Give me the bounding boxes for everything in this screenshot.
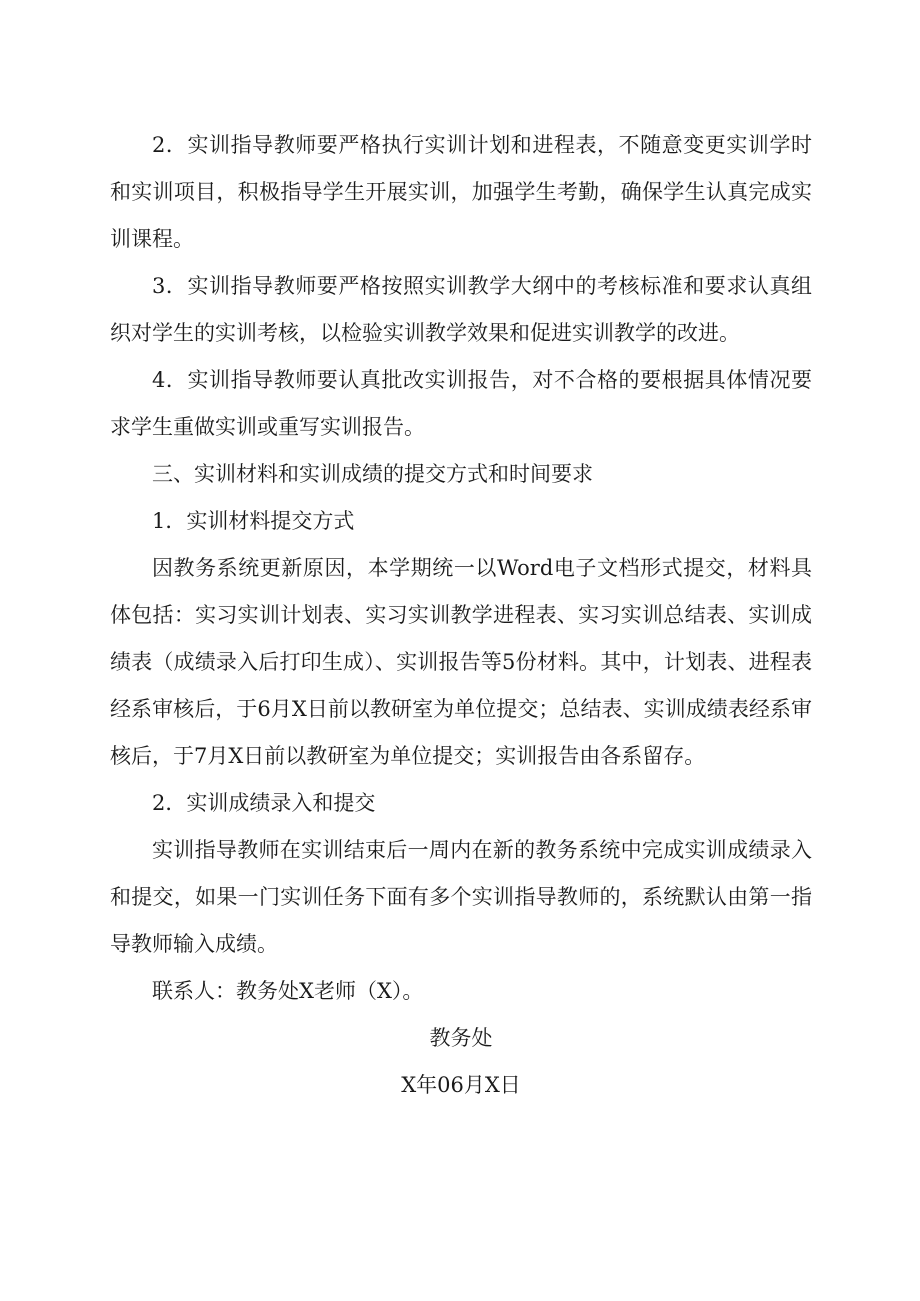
paragraph-item-2-teaching-plan: 2．实训指导教师要严格执行实训计划和进程表，不随意变更实训学时和实训项目，积极指导学生开展实训，加强学生考勤，确保学生认真完成实训课程。 xyxy=(110,133,812,251)
paragraph-item-4-report-review: 4．实训指导教师要认真批改实训报告，对不合格的要根据具体情况要求学生重做实训或重写实训报告。 xyxy=(110,368,812,439)
signature-date: X年06月X日 xyxy=(401,1073,521,1097)
paragraph-material-details: 因教务系统更新原因，本学期统一以Word电子文档形式提交，材料具体包括：实习实训计划表、实习实训教学进程表、实习实训总结表、实训成绩表（成绩录入后打印生成）、实训报告等5份材料。其中，计划表、进程表经系审核后，于6月X日前以教研室为单位提交；总结表、实训成绩表经系审核后，于7月X日前以教研室为单位提交；实训报告由各系留存。 xyxy=(110,556,812,768)
signature-office: 教务处 xyxy=(429,1026,493,1050)
paragraph-item-3-assessment: 3．实训指导教师要严格按照实训教学大纲中的考核标准和要求认真组织对学生的实训考核，以检验实训教学效果和促进实训教学的改进。 xyxy=(110,274,812,345)
document-body xyxy=(110,122,812,1109)
subheading-grade-entry: 2．实训成绩录入和提交 xyxy=(152,791,376,815)
contact-line: 联系人：教务处X老师（X）。 xyxy=(152,979,424,1003)
section-heading-submission: 三、实训材料和实训成绩的提交方式和时间要求 xyxy=(152,462,593,486)
paragraph-grade-entry-details: 实训指导教师在实训结束后一周内在新的教务系统中完成实训成绩录入和提交，如果一门实训任务下面有多个实训指导教师的，系统默认由第一指导教师输入成绩。 xyxy=(110,838,812,956)
subheading-material-submission: 1．实训材料提交方式 xyxy=(152,509,355,533)
